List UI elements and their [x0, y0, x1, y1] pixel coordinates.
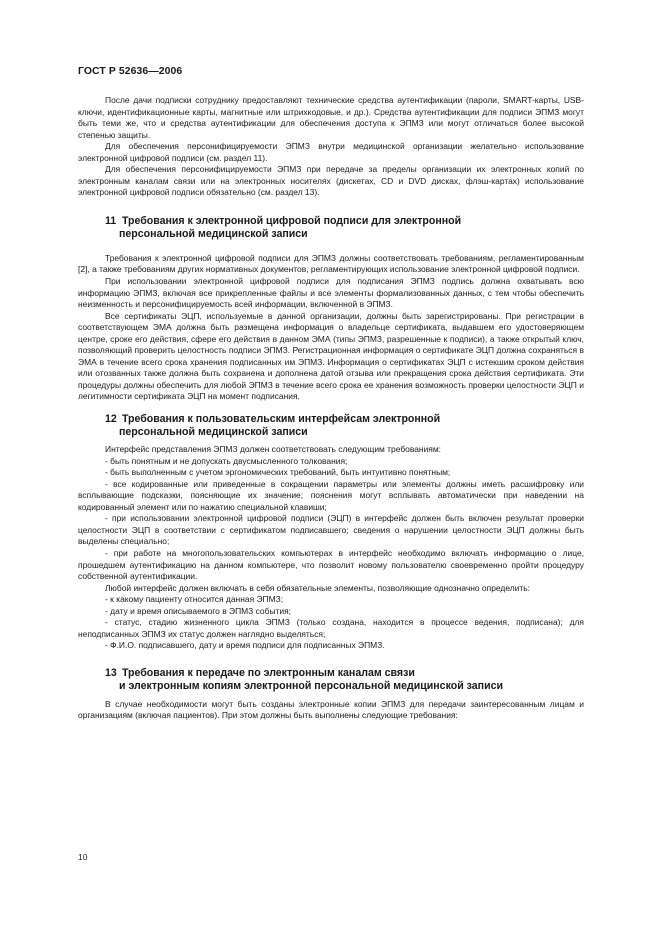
- intro-paragraph: Для обеспечения персонифицируемости ЭПМЗ при передаче за пределы организации их электронных копий по электронным каналам связи или на электронных носителях (дискетах, CD и DVD дисках, флэш-картах) использование электронной цифровой подписи обязательно (см. раздел 13).: [78, 164, 584, 198]
- section-13-title-line1: Требования к передаче по электронным каналам связи: [121, 666, 415, 679]
- section-12-number: 12: [105, 413, 117, 426]
- page-number: 10: [78, 852, 88, 862]
- section-12-title-line2: персональной медицинской записи: [119, 426, 308, 439]
- section-11-title-line1: Требования к электронной цифровой подписи для электронной: [121, 214, 462, 227]
- document-header: ГОСТ Р 52636—2006: [78, 66, 183, 77]
- section-12-heading: [78, 413, 584, 439]
- section-12-list-item: - быть выполненным с учетом эргономических требований, быть интуитивно понятным;: [105, 467, 451, 478]
- intro-paragraph: После дачи подписки сотруднику предоставляют технические средства аутентификации (пароли, SMART-карты, USB-ключи, идентификационные карты, магнитные или штрихкодовые, и др.). Средства аутентификации для подписи ЭПМЗ могут быть теми же, что и средства аутентификации для обеспечения доступа к ЭПМЗ или могут отличаться более высокой степенью защиты.: [78, 95, 584, 140]
- section-12-list-item: - быть понятным и не допускать двусмысленного толкования;: [105, 455, 348, 466]
- section-11-paragraph: Требования к электронной цифровой подписи для ЭПМЗ должны соответствовать требованиям, регламентированным [2], а также требованиям других нормативных документов, регламентирующих использование электронной цифровой подписи.: [78, 252, 584, 275]
- section-12-list-item: - все кодированные или приведенные в сокращении параметры или элементы должны иметь расшифровку или всплывающие подсказки, поясняющие их значение; пояснения могут всплывать автоматически при наведении на кодированный элемент или по нажатию специальной клавиши;: [78, 478, 584, 512]
- section-13-number: 13: [105, 666, 117, 679]
- section-12-list-item: - статус, стадию жизненного цикла ЭПМЗ (только создана, находится в процессе ведения, подписана); для неподписанных ЭПМЗ их статус должен наглядно выделяться;: [78, 617, 584, 639]
- section-12-list-item: - к какому пациенту относится данная ЭПМЗ;: [105, 594, 284, 605]
- document-body: [78, 95, 584, 722]
- section-11-paragraph: При использовании электронной цифровой подписи для подписания ЭПМЗ подпись должна охватывать всю информацию ЭПМЗ, включая все прикрепленные файлы и все элементы формализованных данных, с тем чтобы обеспечить неизменность и персонифицируемость всей информации, включенной в ЭПМЗ.: [78, 276, 584, 310]
- section-12-list-item: - при использовании электронной цифровой подписи (ЭЦП) в интерфейс должен быть включен результат проверки целостности ЭЦП в соответствии с сертификатом подписавшего; сведения о нарушении целостности ЭЦП должны быть выделены специально;: [78, 513, 584, 547]
- section-13-title-line2: и электронным копиям электронной персональной медицинской записи: [119, 679, 503, 692]
- section-12-title-line1: Требования к пользовательским интерфейсам электронной: [121, 413, 441, 426]
- section-12-paragraph: Любой интерфейс должен включать в себя обязательные элементы, позволяющие однозначно определить:: [105, 582, 530, 593]
- section-12-list-item: - дату и время описываемого в ЭПМЗ события;: [105, 605, 292, 616]
- section-11-title-line2: персональной медицинской записи: [119, 227, 308, 240]
- section-11-heading: [78, 215, 584, 241]
- section-13-paragraph: В случае необходимости могут быть созданы электронные копии ЭПМЗ для передачи заинтересованным лицам и организациям (включая пациентов). При этом должны быть выполнены следующие требования:: [78, 698, 584, 721]
- section-12-list-item: - при работе на многопользовательских компьютерах в интерфейс необходимо включать информацию о лице, прошедшем аутентификацию на данном компьютере, что позволит новому пользователю своевременно пройти процедуру собственной аутентификации.: [78, 547, 584, 582]
- section-12-list-item: - Ф.И.О. подписавшего, дату и время подписи для подписанных ЭПМЗ.: [105, 640, 385, 651]
- section-13-heading: [78, 667, 584, 693]
- section-11-number: 11: [105, 214, 117, 227]
- section-11-paragraph: Все сертификаты ЭЦП, используемые в данной организации, должны быть зарегистрированы. При регистрации в соответствующем ЭМА должна быть размещена информация о владельце сертификата, выдавшем его удостоверяющем центре, сроке его действия, сфере его действия в данном ЭМА (типы ЭПМЗ, разрешенные к подписи), а также открытый ключ, позволяющий проверить целостность подписи ЭПМЗ. Регистрационная информация о сертификате ЭЦП должна сохраняться в ЭМА в течение всего срока хранения подписанных им ЭПМЗ. Информация о сертификатах ЭЦП с истекшим сроком действия или отозванных также должна быть сохранена и дополнена датой отзыва или прекращения срока действия сертификата. Эти процедуры должны обеспечить для любой ЭПМЗ в течение всего срока ее хранения возможность проверки целостности ЭЦП и легитимности сертификата ЭЦП на момент подписания.: [78, 310, 584, 402]
- intro-paragraph: Для обеспечения персонифицируемости ЭПМЗ внутри медицинской организации желательно использование электронной цифровой подписи (см. раздел 11).: [78, 141, 584, 163]
- section-12-paragraph: Интерфейс представления ЭПМЗ должен соответствовать следующим требованиям:: [105, 444, 442, 455]
